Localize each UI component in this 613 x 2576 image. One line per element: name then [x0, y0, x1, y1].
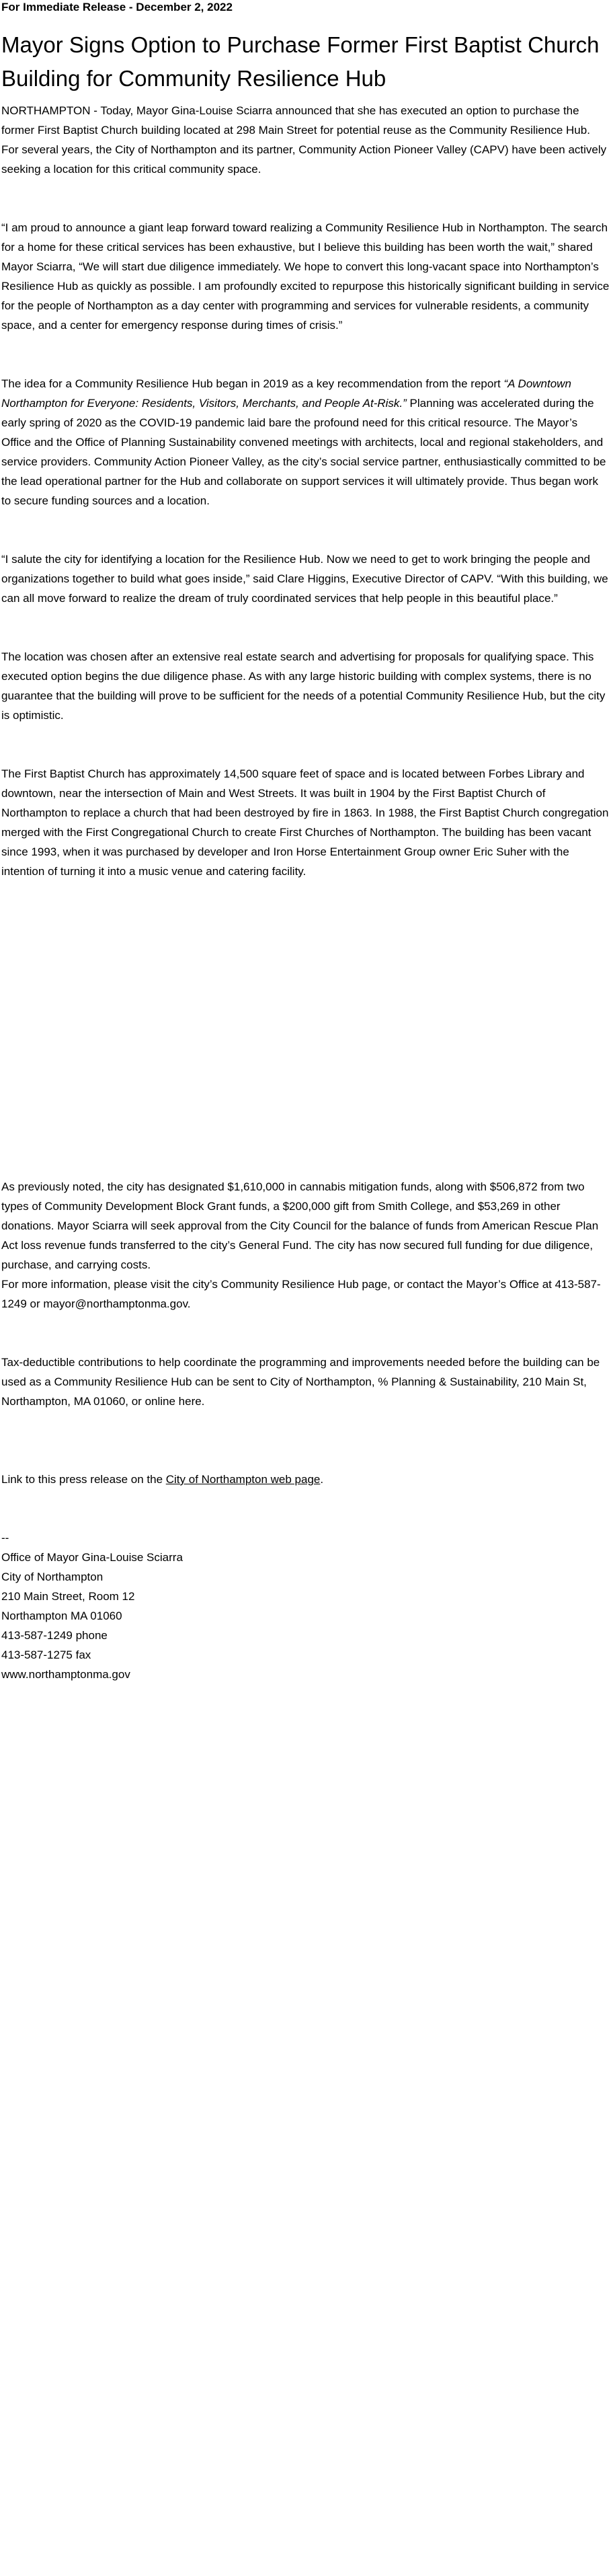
dateline: For Immediate Release - December 2, 2022 — [1, 1, 233, 13]
paragraph-more-info: For more information, please visit the city’s Community Resilience Hub page, or contact the Mayor’s Office at 413-587-1249 or mayor@northamptonma.gov. — [1, 1278, 601, 1310]
paragraph-building-history: The First Baptist Church has approximately 14,500 square feet of space and is located between Forbes Library and downtown, near the intersection of Main and West Streets. It was built in 1904 by the First Baptist Church of Northampton to replace a church that had been destroyed by fire in 1863. In 1988, the First Baptist Church congregation merged with the First Congregational Church to create First Churches of Northampton. The building has been vacant since 1993, when it was purchased by developer and Iron Horse Entertainment Group owner Eric Suher with the intention of turning it into a music venue and catering facility. — [1, 767, 609, 878]
history-text-start: The idea for a Community Resilience Hub began in 2019 as a key recommendation from the report — [1, 377, 504, 390]
paragraph-history — [1, 374, 610, 510]
signature-website: www.northamptonma.gov — [1, 1668, 130, 1681]
paragraph-link — [1, 1470, 610, 1489]
signature-dashes: -- — [1, 1531, 9, 1544]
history-text-end: Planning was accelerated during the early spring of 2020 as the COVID-19 pandemic laid bare the profound need for this critical resource. The Mayor’s Office and the Office of Planning Sustainability convened meetings with architects, local and regional stakeholders, and service providers. Community Action Pioneer Valley, as the city’s social service partner, enthusiastically committed to be the lead operational partner for the Hub and collaborate on support services it will ultimately provide. Thus began work to secure funding sources and a location. — [1, 397, 606, 507]
report-title: “A Downtown Northampton for Everyone: Residents, Visitors, Merchants, and People At-Risk.” — [1, 377, 571, 410]
paragraph-contributions: Tax-deductible contributions to help coordinate the programming and improvements needed before the building can be used as a Community Resilience Hub can be sent to City of Northampton, % Planning & Sustainability, 210 Main St, Northampton, MA 01060, or online here. — [1, 1356, 600, 1408]
link-end-text: . — [320, 1473, 324, 1486]
city-web-page-link[interactable]: City of Northampton web page — [165, 1473, 321, 1486]
blank-space — [1, 881, 610, 1177]
press-release — [1, 0, 610, 1684]
paragraph-capv-quote: “I salute the city for identifying a location for the Resilience Hub. Now we need to get to work bringing the people and organizations together to build what goes inside,” said Clare Higgins, Executive Director of CAPV. “With this building, we can all move forward to realize the dream of truly coordinated services that help people in this beautiful place.” — [1, 553, 608, 605]
signature-citystate: Northampton MA 01060 — [1, 1609, 122, 1622]
page-title: Mayor Signs Option to Purchase Former First Baptist Church Building for Community Resilience Hub — [1, 32, 600, 91]
signature-address: 210 Main Street, Room 12 — [1, 1590, 135, 1603]
paragraph-mayor-quote: “I am proud to announce a giant leap forward toward realizing a Community Resilience Hub in Northampton. The search for a home for these critical services has been exhaustive, but I believe this building has been worth the wait,” shared Mayor Sciarra, “We will start due diligence immediately. We hope to convert this long-vacant space into Northampton’s Resilience Hub as quickly as possible. I am profoundly excited to repurpose this historically significant building in service for the people of Northampton as a day center with programming and services for vulnerable residents, a community space, and a center for emergency response during times of crisis.” — [1, 221, 610, 332]
paragraph-intro: NORTHAMPTON - Today, Mayor Gina-Louise Sciarra announced that she has executed an option to purchase the former First Baptist Church building located at 298 Main Street for potential reuse as the Community Resilience Hub. For several years, the City of Northampton and its partner, Community Action Pioneer Valley (CAPV) have been actively seeking a location for this critical community space. — [1, 104, 607, 176]
signature-fax: 413-587-1275 fax — [1, 1649, 91, 1661]
signature-city: City of Northampton — [1, 1570, 104, 1583]
signature-office: Office of Mayor Gina-Louise Sciarra — [1, 1551, 183, 1564]
signature-phone: 413-587-1249 phone — [1, 1629, 108, 1642]
paragraph-funding: As previously noted, the city has designated $1,610,000 in cannabis mitigation funds, along with $506,872 from two types of Community Development Block Grant funds, a $200,000 gift from Smith College, and $53,269 in other donations. Mayor Sciarra will seek approval from the City Council for the balance of funds from American Rescue Plan Act loss revenue funds transferred to the city’s General Fund. The city has now secured full funding for due diligence, purchase, and carrying costs. — [1, 1180, 599, 1271]
link-intro-text: Link to this press release on the — [1, 1473, 166, 1486]
signature-block — [1, 1528, 610, 1684]
paragraph-location: The location was chosen after an extensive real estate search and advertising for proposals for qualifying space. This executed option begins the due diligence phase. As with any large historic building with complex systems, there is no guarantee that the building will prove to be sufficient for the needs of a potential Community Resilience Hub, but the city is optimistic. — [1, 650, 606, 722]
